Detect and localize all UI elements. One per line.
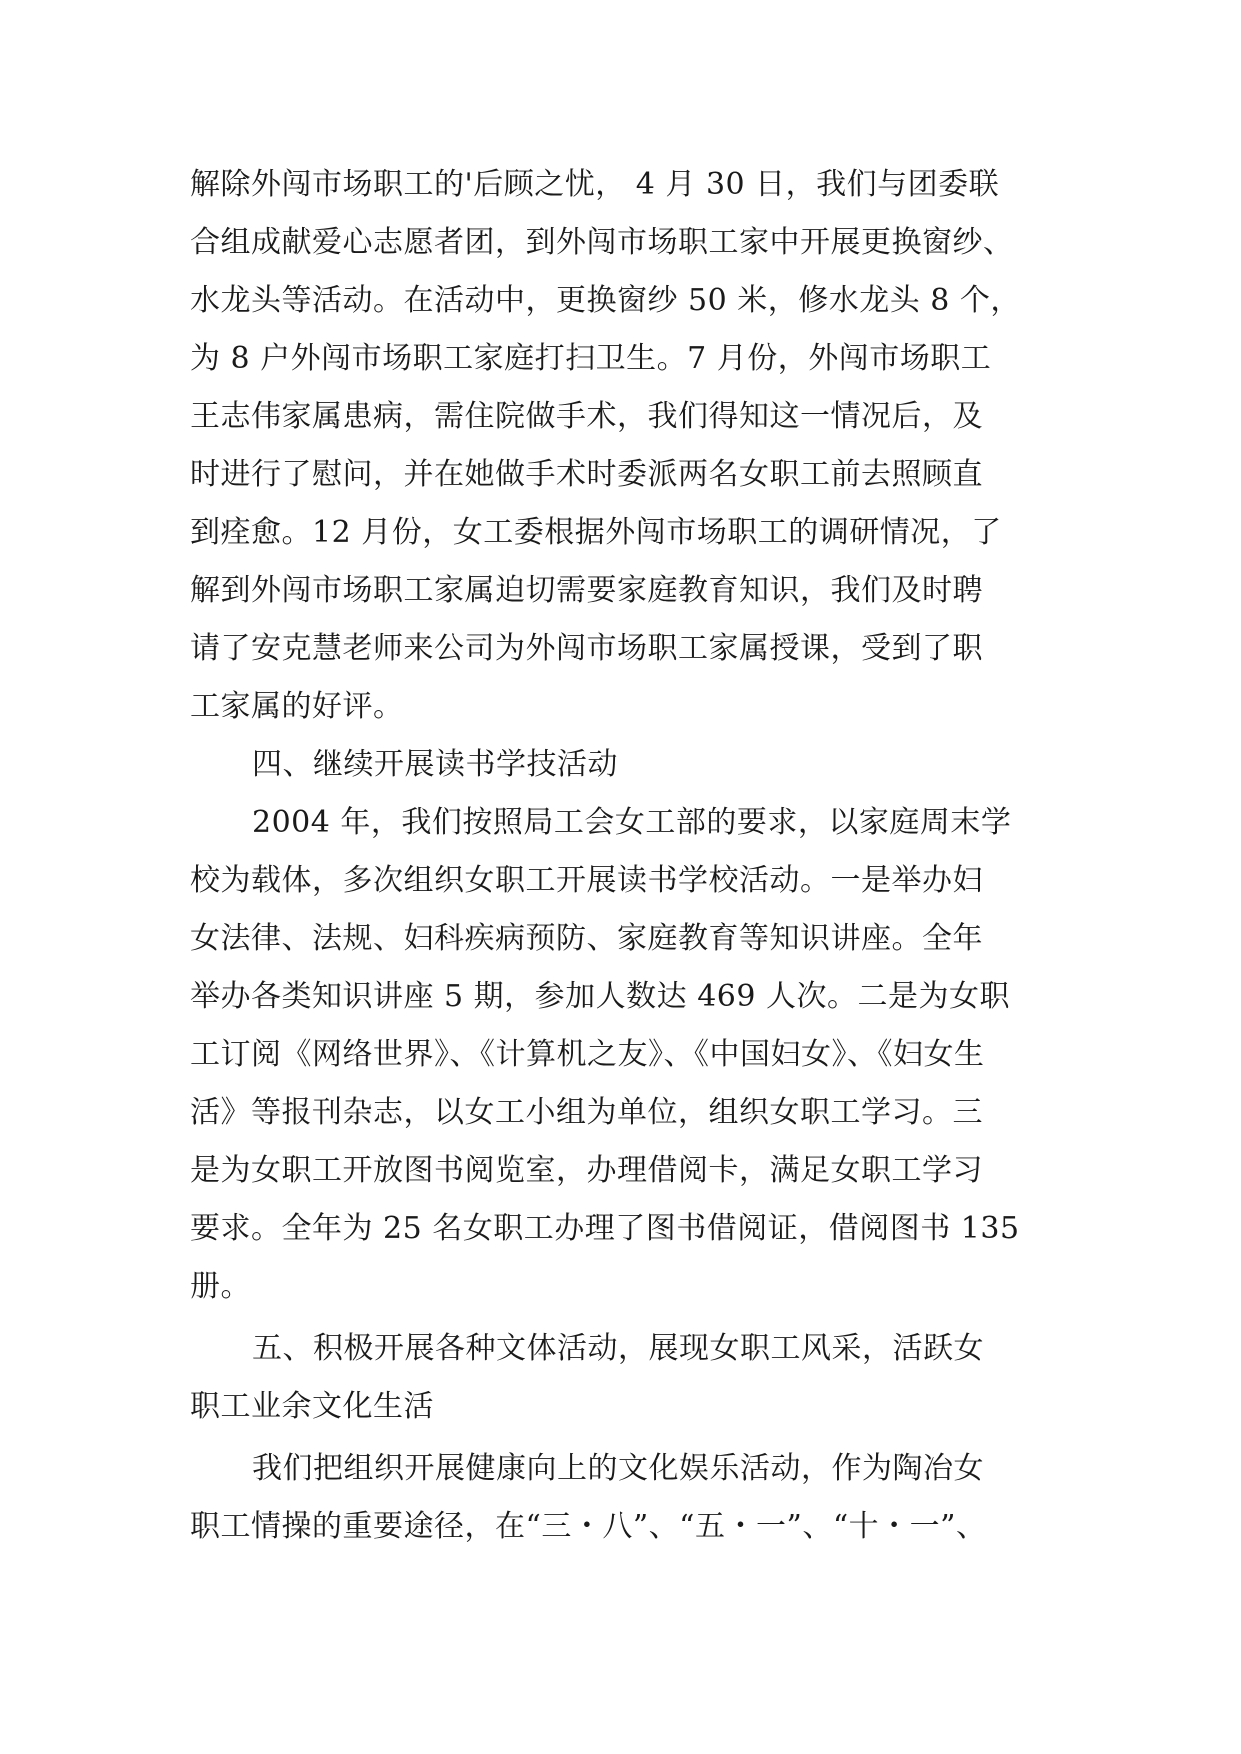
- text-line: 解除外闯市场职工的'后顾之忧， 4 月 30 日，我们与团委联: [190, 167, 1000, 202]
- text-line: 为 8 户外闯市场职工家庭打扫卫生。7 月份，外闯市场职工: [190, 341, 992, 376]
- text-line: 请了安克慧老师来公司为外闯市场职工家属授课，受到了职: [190, 631, 983, 666]
- text-line: 女法律、法规、妇科疾病预防、家庭教育等知识讲座。全年: [190, 921, 983, 956]
- text-line: 举办各类知识讲座 5 期，参加人数达 469 人次。二是为女职: [190, 979, 1010, 1014]
- text-line: 册。: [190, 1269, 251, 1304]
- text-line: 工家属的好评。: [190, 689, 404, 724]
- section-heading: 五、积极开展各种文体活动，展现女职工风采，活跃女: [252, 1331, 984, 1366]
- text-line: 合组成献爱心志愿者团，到外闯市场职工家中开展更换窗纱、: [190, 225, 1014, 260]
- text-line: 我们把组织开展健康向上的文化娱乐活动，作为陶冶女: [252, 1451, 984, 1486]
- text-line: 是为女职工开放图书阅览室，办理借阅卡，满足女职工学习: [190, 1153, 983, 1188]
- text-line: 2004 年，我们按照局工会女工部的要求，以家庭周末学: [252, 805, 1012, 840]
- text-line: 解到外闯市场职工家属迫切需要家庭教育知识，我们及时聘: [190, 573, 983, 608]
- text-line: 校为载体，多次组织女职工开展读书学校活动。一是举办妇: [190, 863, 983, 898]
- text-line: 职工情操的重要途径，在“三・八”、“五・一”、“十・一”、: [190, 1509, 987, 1544]
- section-heading: 四、继续开展读书学技活动: [252, 747, 618, 782]
- section-heading-continued: 职工业余文化生活: [190, 1389, 434, 1424]
- text-line: 工订阅《网络世界》、《计算机之友》、《中国妇女》、《妇女生: [190, 1037, 985, 1072]
- text-line: 到痊愈。12 月份，女工委根据外闯市场职工的调研情况，了: [190, 515, 1002, 550]
- text-line: 活》等报刊杂志，以女工小组为单位，组织女职工学习。三: [190, 1095, 983, 1130]
- text-line: 要求。全年为 25 名女职工办理了图书借阅证，借阅图书 135: [190, 1211, 1020, 1246]
- text-line: 水龙头等活动。在活动中，更换窗纱 50 米，修水龙头 8 个，: [190, 283, 1021, 318]
- text-line: 时进行了慰问，并在她做手术时委派两名女职工前去照顾直: [190, 457, 983, 492]
- text-line: 王志伟家属患病，需住院做手术，我们得知这一情况后，及: [190, 399, 983, 434]
